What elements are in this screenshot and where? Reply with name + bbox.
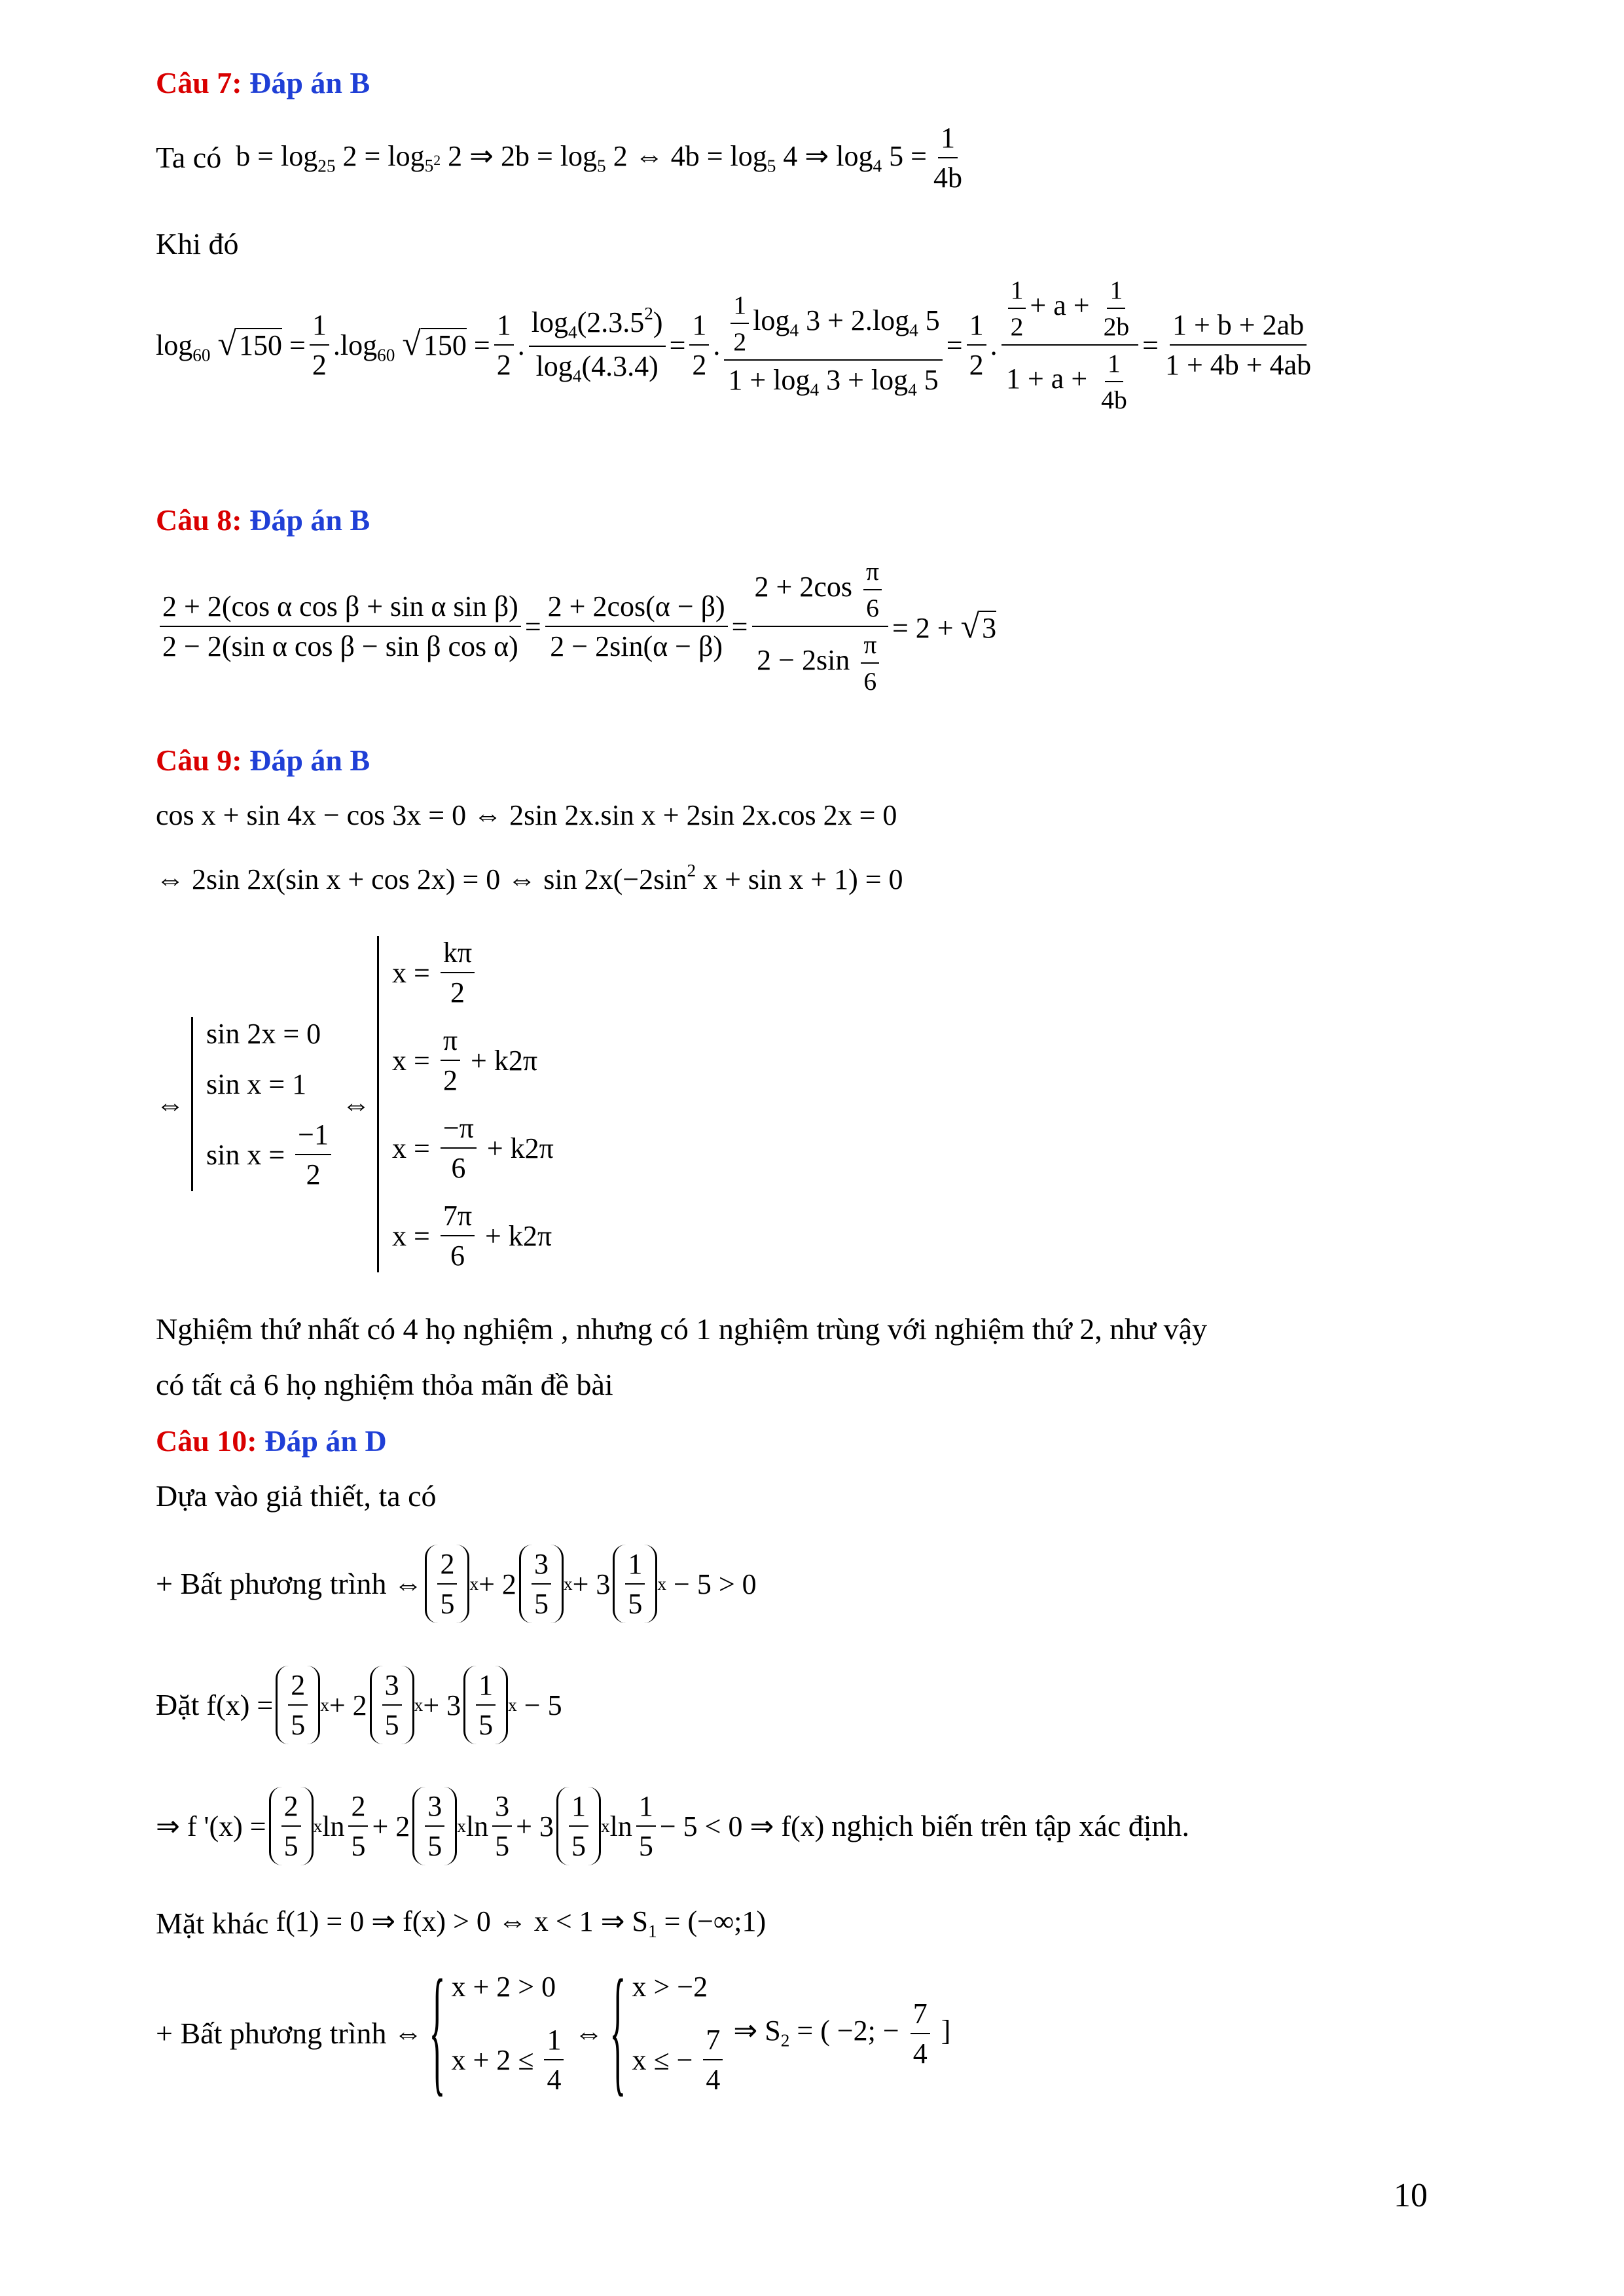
q9-line2: ⇔ 2sin 2x(sin x + cos 2x) = 0 ⇔ $\sin 2x(-2\sin^2$ x + sin x + 1) = 0: [156, 861, 903, 896]
q9-label: Câu 9:: [156, 744, 242, 777]
page-number: 10: [1394, 2177, 1428, 2214]
q10-label: Câu 10:: [156, 1424, 257, 1458]
q8-label: Câu 8:: [156, 503, 242, 537]
q9-conclusion-2: có tất cả 6 họ nghiệm thỏa mãn đề bài: [156, 1368, 613, 1401]
q7-answer: Đáp án B: [249, 66, 370, 99]
q9-conclusion-1: Nghiệm thứ nhất có 4 họ nghiệm , nhưng có 1 nghiệm trùng với nghiệm thứ 2, như vậy: [156, 1312, 1208, 1346]
q8-heading: [156, 503, 370, 537]
q10-mat-khac: Mặt khác f(1) = 0 ⇒ f(x) > 0 ⇔ x < 1 ⇒ $S_1$ = (−∞;1): [156, 1905, 767, 1941]
q9-answer: Đáp án B: [249, 744, 370, 777]
q8-formula: $\frac{\text{2 + 2(cos α cos β + sin α sin β)}}{\text{2 − 2(sin α cos β − sin β cos α)}}$ = $\frac{2 + 2\cos(\alpha - \beta)}{2 - 2\sin(\alpha - \beta)}$ = 2 + 2cos $\frac{\pi}{6}$ 2 − 2sin $\frac{\pi}{6}$ = 2 + √3: [156, 556, 996, 696]
q7-label: Câu 7:: [156, 66, 242, 99]
q10-answer: Đáp án D: [264, 1424, 387, 1458]
q10-dat: Đặt f(x) = $\frac{2}{5}$ x + 2 $\frac{3}{5}$ x + 3 $\frac{1}{5}$ x − 5: [156, 1666, 562, 1744]
q10-bpt2: + Bất phương trình ⇔ { x + 2 > 0 x + 2 ≤ $\frac{1}{4}$ ⇔ { x > −2 x ≤ − $\frac{7}{4}$ ⇒ $S_2$ = ( −2; − $\frac{7}{4}$ ]: [156, 1970, 950, 2096]
q8-answer: Đáp án B: [249, 503, 370, 537]
q7-formula: $\log_{60} √150$ = $\frac{1}{2}$ $.\log_{60}$ √150 = $\frac{1}{2}$ . $\frac{\log_4(2.3.5^2)}{\log_4(4.3.4)}$ = $\frac{1}{2}$ . $\frac{1}{2}$ $\log_4 3 + 2.\log_4$ 5 $1 + \log_4 3 + \log_4 5$ = $\frac{1}{2}$ . $\frac{1}{2}$ + a + $\frac{1}{2b}$ 1 + a + $\frac{1}{4b}$ = $\frac{1 + b + 2ab}{1 + 4b + 4ab}$: [156, 276, 1312, 414]
q10-bpt1: + Bất phương trình ⇔ $\frac{2}{5}$ x + 2 $\frac{3}{5}$ x + 3 $\frac{1}{5}$ x − 5 > 0: [156, 1545, 757, 1623]
q10-mat-khac-label: Mặt khác: [156, 1906, 269, 1940]
q10-heading: [156, 1424, 387, 1458]
q10-bpt2-prefix: + Bất phương trình: [156, 2016, 387, 2050]
q9-heading: [156, 743, 370, 778]
q9-system: ⇔ sin 2x = 0 sin x = 1 sin x = $\frac{-1}{2}$ ⇔ x = $\frac{k\pi}{2}$ x = $\frac{\pi}{2}$ + k2π x = $\frac{-\pi}{6}$ + k2π x = $\frac{7\pi}{6}$ + k2π: [156, 937, 554, 1272]
q10-derivative: ⇒ f '(x) = $\frac{2}{5}$ x ln $\frac{2}{5}$ + 2 $\frac{3}{5}$ x ln $\frac{3}{5}$ + 3 $\frac{1}{5}$ x ln $\frac{1}{5}$ − 5 < 0 ⇒ f(x) nghịch biến trên tập xác định.: [156, 1787, 1189, 1865]
q10-dat-label: Đặt: [156, 1688, 200, 1722]
q7-khi-do: Khi đó: [156, 227, 239, 260]
q9-line1: cos x + sin 4x − cos 3x = 0 ⇔ 2sin 2x.sin x + 2sin 2x.cos 2x = 0: [156, 799, 897, 831]
q7-line1: Ta có $b = \log_{25} 2 = \log_{5^2} 2$ ⇒ $2b = \log_5 2$ ⇔ $4b = \log_5 4$ ⇒ $\log_4 5$ = $\frac{1}{4b}$: [156, 122, 962, 194]
q7-heading: [156, 65, 370, 100]
q10-intro: Dựa vào giả thiết, ta có: [156, 1479, 437, 1513]
q7-ta-co: Ta có: [156, 141, 222, 175]
q10-nghich-bien: nghịch biến trên tập xác định.: [831, 1809, 1190, 1843]
q10-bpt1-prefix: + Bất phương trình: [156, 1567, 387, 1601]
